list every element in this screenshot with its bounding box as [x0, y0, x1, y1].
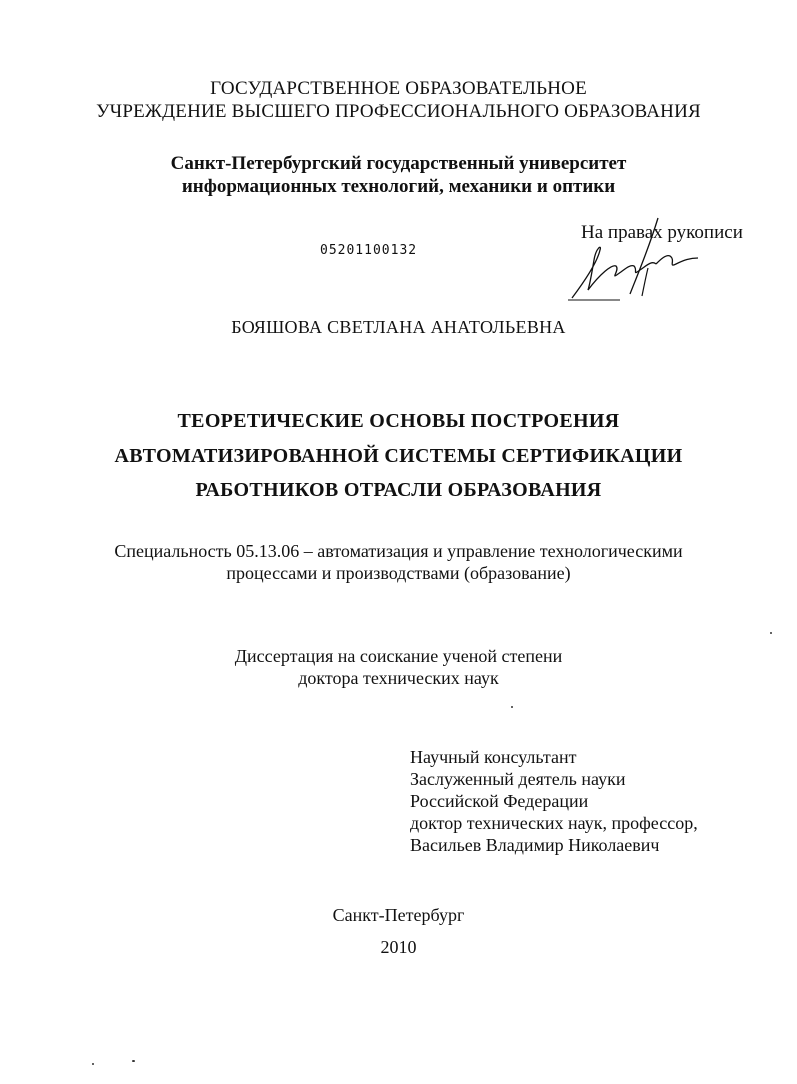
institution-type-line-1: ГОСУДАРСТВЕННОЕ ОБРАЗОВАТЕЛЬНОЕ — [210, 78, 587, 99]
consultant-line-2: Заслуженный деятель науки — [410, 769, 626, 789]
scan-speck — [511, 706, 513, 708]
manuscript-rights-label: На правах рукописи — [581, 222, 743, 243]
scan-speck — [132, 1060, 135, 1062]
thesis-title-line-2: АВТОМАТИЗИРОВАННОЙ СИСТЕМЫ СЕРТИФИКАЦИИ — [114, 445, 683, 467]
consultant-line-4: доктор технических наук, профессор, — [410, 813, 698, 833]
thesis-title-line-3: РАБОТНИКОВ ОТРАСЛИ ОБРАЗОВАНИЯ — [195, 479, 602, 501]
consultant-line-3: Российской Федерации — [410, 791, 589, 811]
specialty-line-1: Специальность 05.13.06 – автоматизация и управление технологическими — [114, 541, 683, 561]
specialty-line-2: процессами и производствами (образование) — [226, 563, 571, 583]
author-name: БОЯШОВА СВЕТЛАНА АНАТОЛЬЕВНА — [231, 317, 566, 337]
degree-line-2: доктора технических наук — [298, 668, 499, 688]
scan-speck — [92, 1063, 94, 1065]
thesis-title-line-1: ТЕОРЕТИЧЕСКИЕ ОСНОВЫ ПОСТРОЕНИЯ — [177, 410, 620, 432]
institution-type-line-2: УЧРЕЖДЕНИЕ ВЫСШЕГО ПРОФЕССИОНАЛЬНОГО ОБРАЗОВАНИЯ — [96, 101, 701, 122]
consultant-line-1: Научный консультант — [410, 747, 577, 767]
year: 2010 — [380, 937, 417, 957]
degree-line-1: Диссертация на соискание ученой степени — [234, 646, 563, 666]
handwritten-signature — [560, 214, 710, 304]
university-name-line-1: Санкт-Петербургский государственный университет — [170, 153, 627, 174]
university-name-line-2: информационных технологий, механики и оптики — [181, 176, 616, 197]
scan-speck — [770, 632, 772, 634]
consultant-line-5: Васильев Владимир Николаевич — [410, 835, 660, 855]
registration-code: 05201100132 — [320, 243, 418, 258]
city: Санкт-Петербург — [332, 905, 465, 925]
